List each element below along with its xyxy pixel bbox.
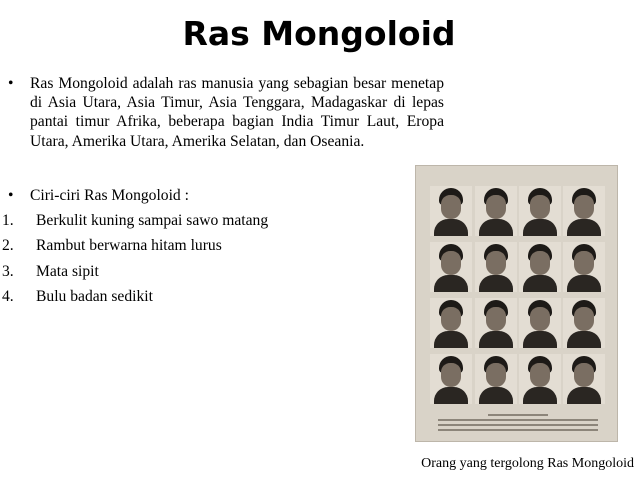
list-text: Mata sipit: [36, 263, 99, 280]
portrait-image: [519, 186, 561, 236]
portrait-image: [475, 186, 517, 236]
portrait-image: [563, 186, 605, 236]
portrait-image: [519, 298, 561, 348]
list-item: [2, 262, 99, 281]
list-text: Rambut berwarna hitam lurus: [36, 237, 222, 254]
portrait-image: [430, 298, 472, 348]
portrait-image: [519, 354, 561, 404]
portraits-figure-image: [415, 165, 618, 442]
figure-caption: Orang yang tergolong Ras Mongoloid: [421, 456, 634, 471]
list-item: [2, 211, 268, 230]
portrait-image: [430, 242, 472, 292]
bullet-paragraph-characteristics: [8, 186, 444, 205]
list-number: 1.: [2, 212, 14, 229]
bullet-marker: •: [8, 187, 14, 204]
portrait-image: [563, 242, 605, 292]
list-text: Berkulit kuning sampai sawo matang: [36, 212, 269, 229]
plate-legend-lines: [438, 414, 598, 434]
slide-title: Ras Mongoloid: [182, 14, 456, 53]
portrait-image: [475, 242, 517, 292]
list-item: [2, 236, 222, 255]
portrait-image: [475, 354, 517, 404]
description-text: Ras Mongoloid adalah ras manusia yang sebagian besar menetap di Asia Utara, Asia Timur, Asia Tenggara, Madagaskar di lepas pantai timur Afrika, beberapa bagian India Timur Laut, Eropa Utara, Amerika Utara, Amerika Selatan, dan Oseania.: [30, 75, 444, 150]
portrait-image: [475, 298, 517, 348]
portrait-image: [430, 354, 472, 404]
list-number: 4.: [2, 288, 14, 305]
portrait-image: [563, 298, 605, 348]
list-number: 3.: [2, 263, 14, 280]
characteristics-heading: Ciri-ciri Ras Mongoloid :: [30, 187, 189, 204]
bullet-paragraph-description: [8, 74, 444, 151]
bullet-marker: •: [8, 75, 14, 92]
list-item: [2, 287, 153, 306]
portraits-plate: [428, 186, 606, 404]
portrait-image: [430, 186, 472, 236]
list-number: 2.: [2, 237, 14, 254]
portrait-image: [563, 354, 605, 404]
portrait-image: [519, 242, 561, 292]
list-text: Bulu badan sedikit: [36, 288, 153, 305]
